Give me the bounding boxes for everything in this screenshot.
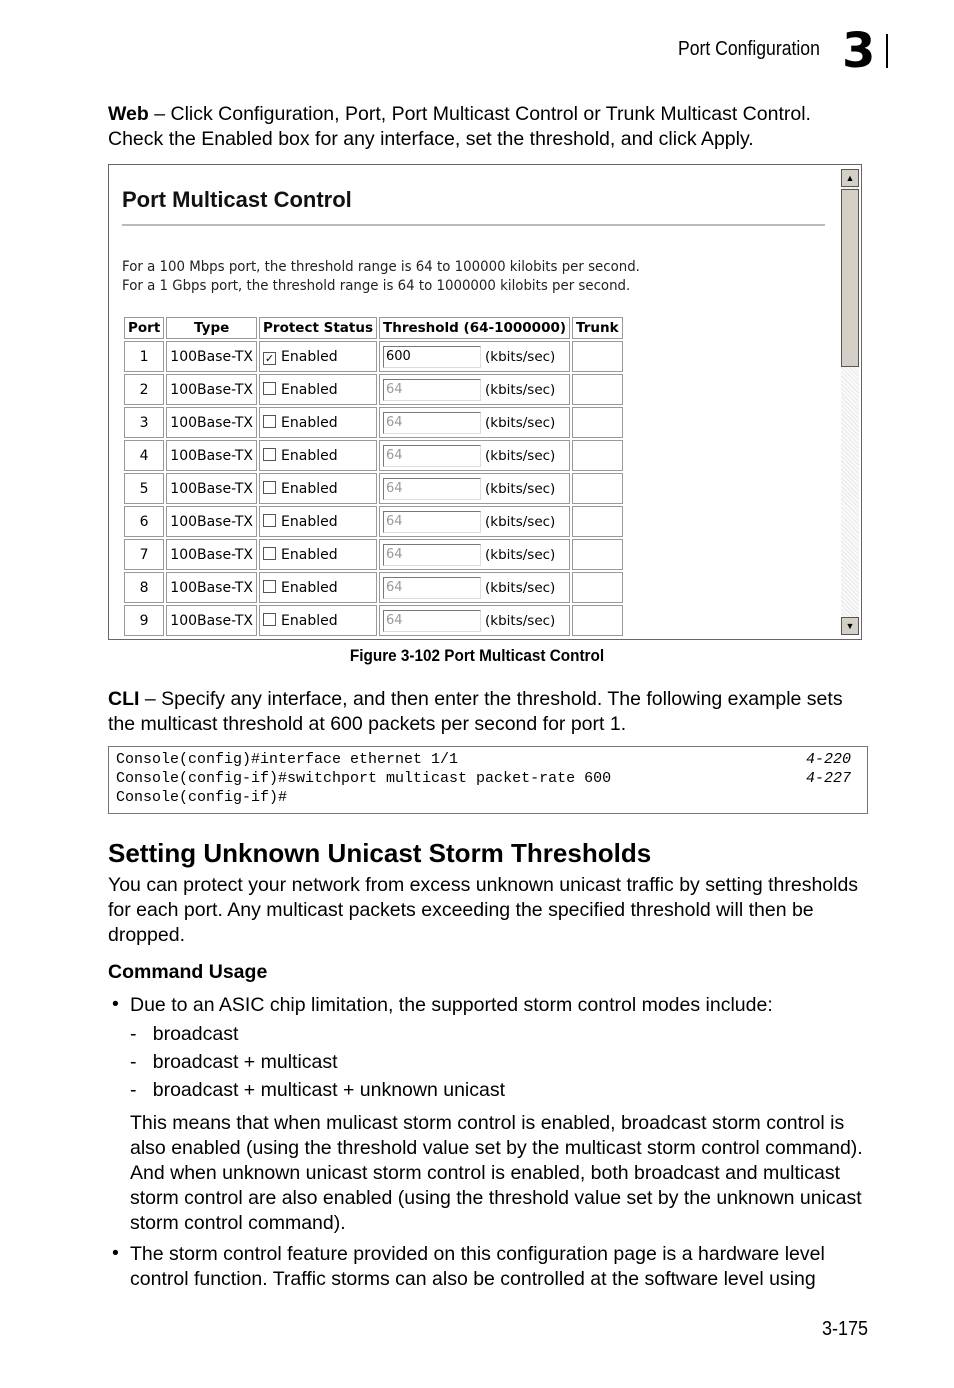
list-item: - broadcast + multicast [130,1051,338,1073]
threshold-cell [379,473,570,504]
protect-status-cell [259,605,377,636]
cli-instructions [108,687,868,737]
mode-label: broadcast + multicast + unknown unicast [152,1079,506,1101]
port-cell: 5 [124,473,164,504]
enabled-checkbox[interactable] [263,415,276,428]
chapter-number: 3 [842,23,876,79]
code-line: Console(config-if)#switchport multicast packet-rate 600 [116,770,612,787]
table-row [124,473,623,504]
trunk-cell [572,473,623,504]
enabled-checkbox[interactable] [263,547,276,560]
figure-caption: Figure 3-102 Port Multicast Control [349,646,605,665]
protect-status-cell [259,473,377,504]
enabled-checkbox[interactable] [263,514,276,527]
protect-status-cell [259,407,377,438]
port-cell: 4 [124,440,164,471]
threshold-cell [379,407,570,438]
bullet-text: The storm control feature provided on this configuration page is a hardware level control function. Traffic storms can also be controlled at the software level using [130,1243,825,1290]
enabled-checkbox[interactable] [263,481,276,494]
trunk-cell [572,605,623,636]
port-multicast-table [122,315,625,638]
trunk-cell [572,341,623,372]
enabled-label: Enabled [281,348,338,365]
col-threshold: Threshold (64-1000000) [379,317,570,339]
threshold-unit: (kbits/sec) [485,480,556,497]
threshold-unit: (kbits/sec) [485,579,556,596]
enabled-label: Enabled [281,381,338,398]
threshold-cell [379,572,570,603]
cli-code-block [108,746,868,814]
type-cell: 100Base-TX [166,473,257,504]
protect-status-cell [259,572,377,603]
type-cell: 100Base-TX [166,572,257,603]
threshold-input[interactable]: 64 [383,412,481,434]
threshold-cell [379,539,570,570]
trunk-cell [572,407,623,438]
trunk-cell [572,440,623,471]
enabled-checkbox[interactable] [263,613,276,626]
table-row [124,341,623,372]
threshold-cell [379,341,570,372]
screenshot-divider [122,224,825,226]
threshold-cell [379,506,570,537]
threshold-unit: (kbits/sec) [485,414,556,431]
col-protect-status: Protect Status [259,317,377,339]
threshold-unit: (kbits/sec) [485,447,556,464]
threshold-input[interactable]: 64 [383,610,481,632]
code-reference: 4-220 [805,751,851,768]
table-row [124,440,623,471]
table-row [124,407,623,438]
enabled-checkbox[interactable] [263,580,276,593]
threshold-cell [379,374,570,405]
enabled-checkbox[interactable] [263,448,276,461]
screenshot-title: Port Multicast Control [122,187,352,212]
protect-status-cell [259,440,377,471]
threshold-unit: (kbits/sec) [485,612,556,629]
trunk-cell [572,374,623,405]
code-reference: 4-227 [805,770,851,787]
running-header: Port Configuration [678,38,820,60]
threshold-input[interactable]: 64 [383,511,481,533]
threshold-input[interactable]: 600 [383,346,481,368]
command-usage-heading: Command Usage [108,961,268,983]
code-line: Console(config)#interface ethernet 1/1 [116,751,459,768]
port-cell: 8 [124,572,164,603]
enabled-label: Enabled [281,480,338,497]
trunk-cell [572,539,623,570]
port-cell: 1 [124,341,164,372]
vertical-scrollbar[interactable] [841,169,859,635]
enabled-checkbox[interactable] [263,382,276,395]
threshold-unit: (kbits/sec) [485,348,556,365]
mode-label: broadcast + multicast [152,1051,338,1073]
bullet-text: Due to an ASIC chip limitation, the supported storm control modes include: [130,994,773,1016]
enabled-label: Enabled [281,579,338,596]
type-cell: 100Base-TX [166,440,257,471]
scroll-up-arrow-icon[interactable]: ▲ [841,169,859,187]
protect-status-cell [259,539,377,570]
code-line: Console(config-if)# [116,789,288,806]
enabled-checkbox[interactable]: ✓ [264,351,275,365]
web-label: Web [108,103,149,125]
mode-label: broadcast [152,1023,239,1045]
enabled-label: Enabled [281,546,338,563]
section-body: You can protect your network from excess unknown unicast traffic by setting thresholds for each port. Any multicast packets exceeding the specified threshold will then be dropped. [108,874,859,946]
threshold-cell [379,605,570,636]
cli-text: – Specify any interface, and then enter the threshold. The following example sets the multicast threshold at 600 packets per second for port 1. [108,688,843,735]
type-cell: 100Base-TX [166,341,257,372]
scroll-down-arrow-icon[interactable]: ▼ [841,617,859,635]
protect-status-cell [259,341,377,372]
table-row [124,605,623,636]
type-cell: 100Base-TX [166,374,257,405]
web-instructions [108,102,868,152]
port-multicast-screenshot [108,164,862,640]
type-cell: 100Base-TX [166,539,257,570]
threshold-input[interactable]: 64 [383,544,481,566]
port-cell: 3 [124,407,164,438]
enabled-label: Enabled [281,414,338,431]
table-row [124,539,623,570]
port-cell: 7 [124,539,164,570]
list-item: - broadcast [130,1023,239,1045]
type-cell: 100Base-TX [166,506,257,537]
scroll-thumb[interactable] [841,189,859,367]
threshold-unit: (kbits/sec) [485,513,556,530]
port-cell: 9 [124,605,164,636]
col-trunk: Trunk [572,317,623,339]
trunk-cell [572,506,623,537]
port-cell: 6 [124,506,164,537]
table-row [124,374,623,405]
web-text: – Click Configuration, Port, Port Multicast Control or Trunk Multicast Control. Check the Enabled box for any interface, set the threshold, and click Apply. [108,103,811,150]
enabled-label: Enabled [281,447,338,464]
col-port: Port [124,317,164,339]
threshold-cell [379,440,570,471]
section-heading: Setting Unknown Unicast Storm Thresholds [108,838,652,868]
protect-status-cell [259,506,377,537]
table-header-row [124,317,623,339]
enabled-label: Enabled [281,612,338,629]
threshold-unit: (kbits/sec) [485,546,556,563]
col-type: Type [166,317,257,339]
trunk-cell [572,572,623,603]
bullet-note: This means that when mulicast storm control is enabled, broadcast storm control is also enabled (using the threshold value set by the multicast storm control command). And when unknown unicast storm control is enabled, both broadcast and multicast storm control are also enabled (using the threshold value set by the unknown unicast storm control command). [130,1112,863,1234]
page-number: 3-175 [822,1318,869,1340]
threshold-note-1gbps: For a 1 Gbps port, the threshold range is 64 to 1000000 kilobits per second. [122,278,631,294]
bullet-icon: • [112,993,119,1015]
port-cell: 2 [124,374,164,405]
cli-label: CLI [108,688,140,710]
threshold-input[interactable]: 64 [383,478,481,500]
type-cell: 100Base-TX [166,407,257,438]
bullet-icon: • [112,1242,119,1264]
list-item: - broadcast + multicast + unknown unicast [130,1079,506,1101]
threshold-input[interactable]: 64 [383,445,481,467]
threshold-note-100mbps: For a 100 Mbps port, the threshold range is 64 to 100000 kilobits per second. [122,259,640,275]
table-row [124,506,623,537]
threshold-unit: (kbits/sec) [485,381,556,398]
threshold-input[interactable]: 64 [383,379,481,401]
threshold-input[interactable]: 64 [383,577,481,599]
enabled-label: Enabled [281,513,338,530]
type-cell: 100Base-TX [166,605,257,636]
header-rule [886,34,888,68]
protect-status-cell [259,374,377,405]
table-row [124,572,623,603]
